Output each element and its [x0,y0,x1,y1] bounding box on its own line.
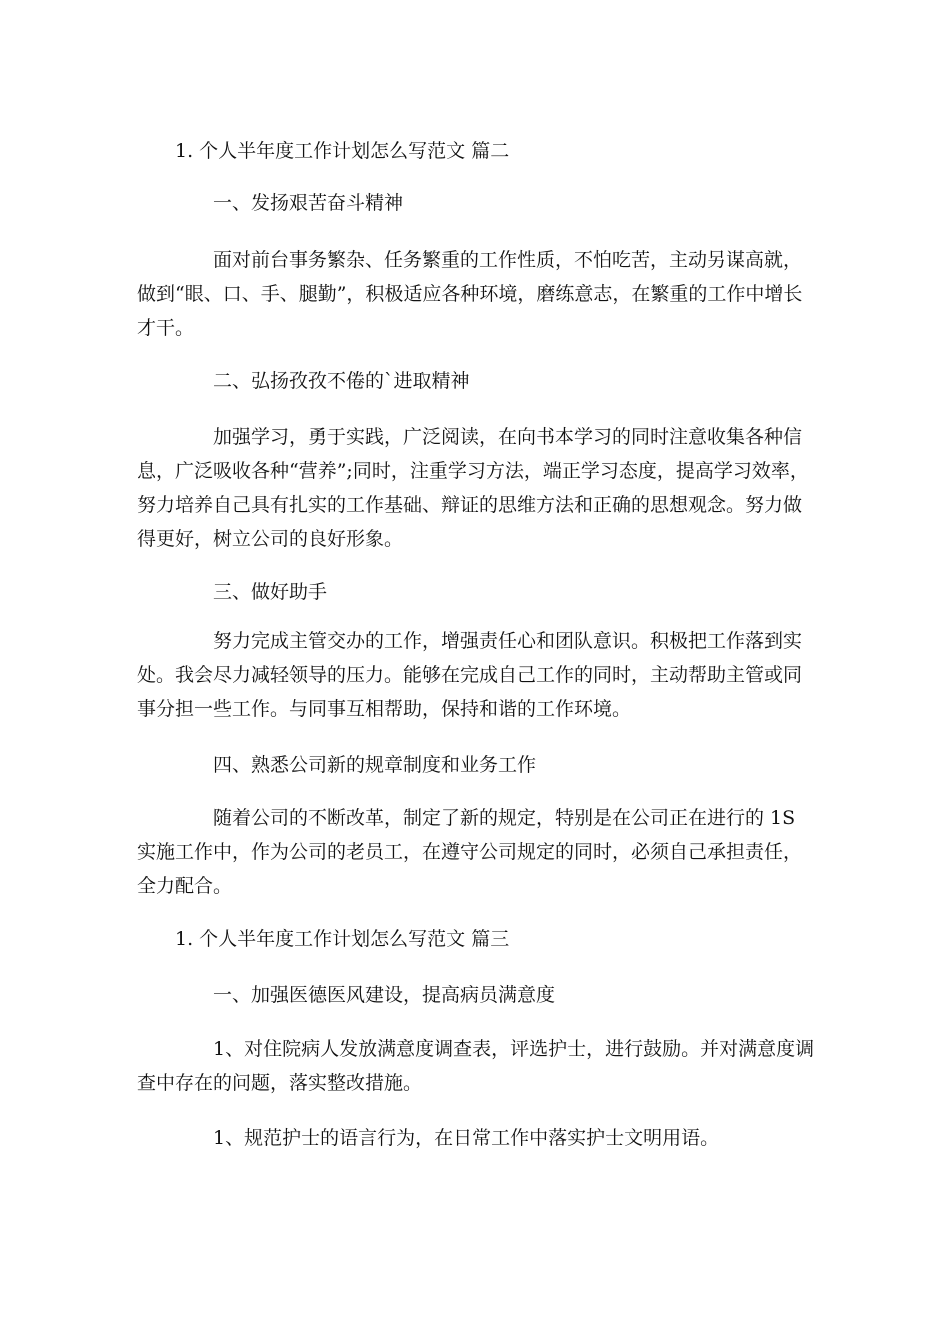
subheading-medical-ethics: 一、加强医德医风建设，提高病员满意度 [213,984,556,1006]
paragraph-front-desk: 面对前台事务繁杂、任务繁重的工作性质，不怕吃苦，主动另谋高就，做到“眼、口、手、腿勤”，积极适应各种环境，磨练意志，在繁重的工作中增长才干。 [137,249,803,339]
subheading-assistant: 三、做好助手 [213,581,328,603]
paragraph-nurse-language: 1、规范护士的语言行为，在日常工作中落实护士文明用语。 [213,1127,720,1149]
paragraph-assistant: 努力完成主管交办的工作，增强责任心和团队意识。积极把工作落到实处。我会尽力减轻领导的压力。能够在完成自己工作的同时，主动帮助主管或同事分担一些工作。与同事互相帮助，保持和谐的工作环境。 [137,630,803,720]
subheading-hardwork: 一、发扬艰苦奋斗精神 [213,192,404,214]
subheading-rules: 四、熟悉公司新的规章制度和业务工作 [213,754,537,776]
subheading-progress: 二、弘扬孜孜不倦的`进取精神 [213,370,470,392]
section-heading-part-three: 1. 个人半年度工作计划怎么写范文 篇三 [175,928,510,950]
paragraph-survey: 1、对住院病人发放满意度调查表，评选护士，进行鼓励。并对满意度调查中存在的问题，落实整改措施。 [137,1038,815,1094]
paragraph-rules: 随着公司的不断改革，制定了新的规定，特别是在公司正在进行的 1S 实施工作中，作为公司的老员工，在遵守公司规定的同时，必须自己承担责任，全力配合。 [137,807,803,897]
section-heading-part-two: 1. 个人半年度工作计划怎么写范文 篇二 [175,140,510,162]
paragraph-study: 加强学习，勇于实践，广泛阅读，在向书本学习的同时注意收集各种信息，广泛吸收各种“营养”;同时，注重学习方法，端正学习态度，提高学习效率，努力培养自己具有扎实的工作基础、辩证的思维方法和正确的思想观念。努力做得更好，树立公司的良好形象。 [137,426,809,550]
